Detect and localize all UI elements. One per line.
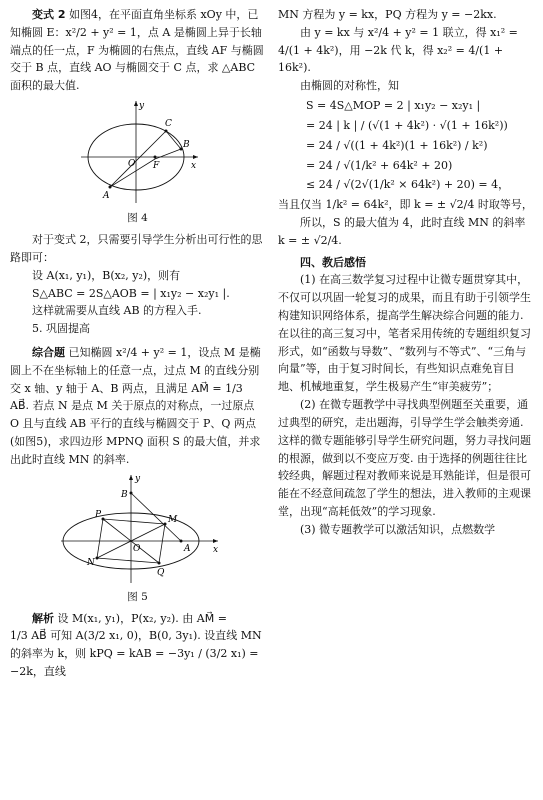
left-column bbox=[10, 6, 265, 681]
variant2-paragraph bbox=[10, 6, 265, 95]
area-step-2: = 24 / √((1 + 4k²)(1 + 16k²) / k²) bbox=[306, 138, 488, 152]
fig5-label-m: M bbox=[167, 514, 177, 525]
fig4-label-a: A bbox=[102, 191, 109, 202]
paragraph-analysis: 对于变式 2，只需要引导学生分析出可行性的思路即可： bbox=[10, 233, 263, 264]
paragraph-area-formula: S△ABC = 2S△AOB = | x₁y₂ − x₂y₁ |. bbox=[32, 286, 230, 300]
figure-5-caption: 图 5 bbox=[127, 590, 148, 603]
solution-paragraph bbox=[10, 610, 265, 628]
x-squared-results: 4/(1 + 4k²)，用 −2k 代 k，得 x₂² = 4/(1 + 16k²). bbox=[278, 43, 504, 75]
comprehensive-problem bbox=[10, 344, 265, 469]
fig4-label-y: y bbox=[138, 101, 144, 112]
figure-5 bbox=[53, 471, 223, 586]
fig4-label-x: x bbox=[190, 161, 196, 172]
reflection-paragraph-1: (1) 在高三数学复习过程中让微专题贯穿其中，不仅可以巩固一轮复习的成果，而且有助于引领学生构建知识网络体系，提高学生解决综合问题的能力. 在以往的高三复习中，笔者采用传统的专题组织复习形式，如“函数与导数”、“数列与不等式”、“三角与向量”等，由于复习时间长，有些知识点难免盲目地、机械地重复，学生极易产生“审美疲劳”； bbox=[278, 273, 531, 394]
paragraph-set-points: 设 A(x₁, y₁)，B(x₂, y₂)，则有 bbox=[32, 268, 181, 282]
fig5-label-y: y bbox=[134, 473, 140, 484]
fig5-label-o: O bbox=[132, 543, 140, 554]
area-step-3: = 24 / √(1/k² + 64k² + 20) bbox=[306, 158, 453, 172]
fig5-label-q: Q bbox=[156, 567, 164, 578]
right-column bbox=[278, 6, 535, 539]
section-consolidate: 5. 巩固提高 bbox=[32, 322, 90, 336]
variant2-text: 如图4，在平面直角坐标系 xOy 中，已知椭圆 E：x²/2 + y² = 1，点 A 是椭圆上异于长轴端点的任一点，F 为椭圆的右焦点，直线 AF 与椭圆交于 B 点，直线 AO 与椭圆交于 C 点，求 △ABC 面积的最大值. bbox=[10, 8, 264, 93]
variant2-label: 变式 2 bbox=[32, 8, 66, 21]
fig4-label-f: F bbox=[152, 161, 159, 172]
fig5-label-p: P bbox=[94, 509, 101, 520]
fig5-label-a: A bbox=[183, 543, 190, 554]
solution-text-3: 的斜率为 k，则 kPQ = kAB = −3y₁ / (3/2 x₁) = −2k，直线 bbox=[10, 647, 259, 679]
equality-condition: 当且仅当 1/k² = 64k²，即 k = ± √2/4 时取等号， bbox=[278, 198, 533, 212]
reflection-paragraph-3: (3) 微专题教学可以激活知识，点燃数学 bbox=[300, 522, 496, 536]
fig5-label-x: x bbox=[212, 544, 218, 555]
reflection-paragraph-2: (2) 在微专题教学中寻找典型例题至关重要，通过典型的研究，走出题海，引导学生学会触类旁通. 这样的微专题能够引导学生研究问题，努力寻找问题的根源，做到以不变应万变. 由于选择的例题往往比较经典，解题过程对教师来说是耳熟能详，但是很可能在不经意间疏忽了学生的想法，进入教师的主观课堂，出现“高耗低效”的学习现象. bbox=[278, 398, 531, 518]
solution-text-1: 设 M(x₁, y₁)，P(x₂, y₂). 由 AM⃗ = bbox=[57, 611, 227, 625]
max-area-conclusion: 所以，S 的最大值为 4，此时直线 MN 的斜率 k = ± √2/4. bbox=[278, 215, 526, 247]
simultaneous-solve: 由 y = kx 与 x²/4 + y² = 1 联立，得 x₁² = bbox=[300, 25, 518, 39]
comprehensive-text: 已知椭圆 x²/4 + y² = 1，设点 M 是椭圆上不在坐标轴上的任意一点，过点 M 的直线分别交 x 轴、y 轴于 A、B 两点，且满足 AM⃗ = 1/3 AB⃗. 若点 N 是点 M 关于原点的对称点，一过原点 O 且与直线 AB 平行的直线与椭圆交于 P、Q 两点(如图5)，求四边形 MPNQ 面积 S 的最大值，并求出此时直线 MN 的斜率. bbox=[10, 345, 261, 466]
fig4-label-o: O bbox=[127, 159, 135, 170]
figure-4-caption: 图 4 bbox=[127, 212, 148, 225]
symmetry-note: 由椭圆的对称性，知 bbox=[300, 79, 399, 93]
figure-4 bbox=[73, 97, 203, 207]
fig4-label-b: B bbox=[182, 140, 190, 151]
fig5-label-b: B bbox=[120, 489, 128, 500]
area-inequality: ≤ 24 / √(2√(1/k² × 64k²) + 20) = 4， bbox=[306, 178, 510, 192]
area-expression: S = 4S△MOP = 2 | x₁y₂ − x₂y₁ | bbox=[306, 99, 481, 113]
comprehensive-label: 综合题 bbox=[32, 345, 65, 359]
paragraph-line-ab: 这样就需要从直线 AB 的方程入手. bbox=[32, 304, 202, 318]
solution-label: 解析 bbox=[32, 611, 54, 625]
line-equations: MN 方程为 y = kx，PQ 方程为 y = −2kx. bbox=[278, 8, 497, 21]
fig4-label-c: C bbox=[164, 119, 172, 130]
section-heading-reflection: 四、教后感悟 bbox=[300, 255, 366, 269]
fig5-label-n: N bbox=[86, 557, 95, 568]
area-step-1: = 24 | k | / (√(1 + 4k²) · √(1 + 16k²)) bbox=[306, 118, 508, 132]
solution-text-2: 1/3 AB⃗ 可知 A(3/2 x₁, 0)，B(0, 3y₁). 设直线 MN bbox=[10, 629, 262, 643]
